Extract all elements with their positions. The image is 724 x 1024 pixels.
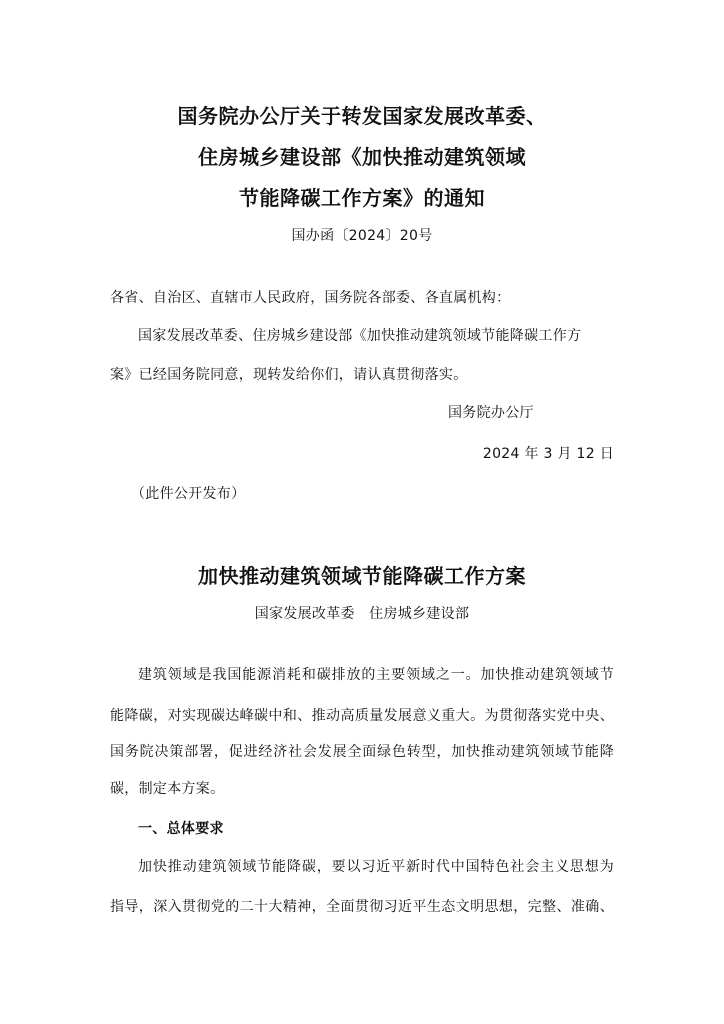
section-1-heading: 一、总体要求: [138, 821, 224, 837]
salutation: 各省、自治区、直辖市人民政府，国务院各部委、各直属机构：: [110, 290, 511, 306]
issuer: 国务院办公厅: [448, 405, 534, 421]
intro-line-3: 国务院决策部署，促进经济社会发展全面绿色转型，加快推动建筑领域节能降: [110, 744, 614, 760]
notice-body-line-1: 国家发展改革委、住房城乡建设部《加快推动建筑领域节能降碳工作方: [138, 328, 582, 344]
issue-date: 2024 年 3 月 12 日: [482, 446, 614, 462]
plan-authors: 国家发展改革委 住房城乡建设部: [254, 606, 470, 622]
notice-body-line-2: 案》已经国务院同意，现转发给你们，请认真贯彻落实。: [110, 367, 468, 383]
notice-title-line-2: 住房城乡建设部《加快推动建筑领域: [198, 145, 526, 169]
section-1-line-2: 指导，深入贯彻党的二十大精神，全面贯彻习近平生态文明思想，完整、准确、: [110, 899, 614, 915]
intro-line-4: 碳，制定本方案。: [110, 781, 225, 797]
publication-note: （此件公开发布）: [131, 486, 246, 502]
document-number: 国办函〔2024〕20号: [291, 228, 433, 244]
intro-line-1: 建筑领域是我国能源消耗和碳排放的主要领域之一。加快推动建筑领域节: [138, 667, 614, 683]
section-1-line-1: 加快推动建筑领域节能降碳，要以习近平新时代中国特色社会主义思想为: [138, 859, 614, 875]
intro-line-2: 能降碳，对实现碳达峰碳中和、推动高质量发展意义重大。为贯彻落实党中央、: [110, 708, 614, 724]
notice-title-line-3: 节能降碳工作方案》的通知: [239, 186, 485, 210]
notice-title-line-1: 国务院办公厅关于转发国家发展改革委、: [177, 104, 547, 128]
plan-title: 加快推动建筑领域节能降碳工作方案: [198, 564, 526, 588]
